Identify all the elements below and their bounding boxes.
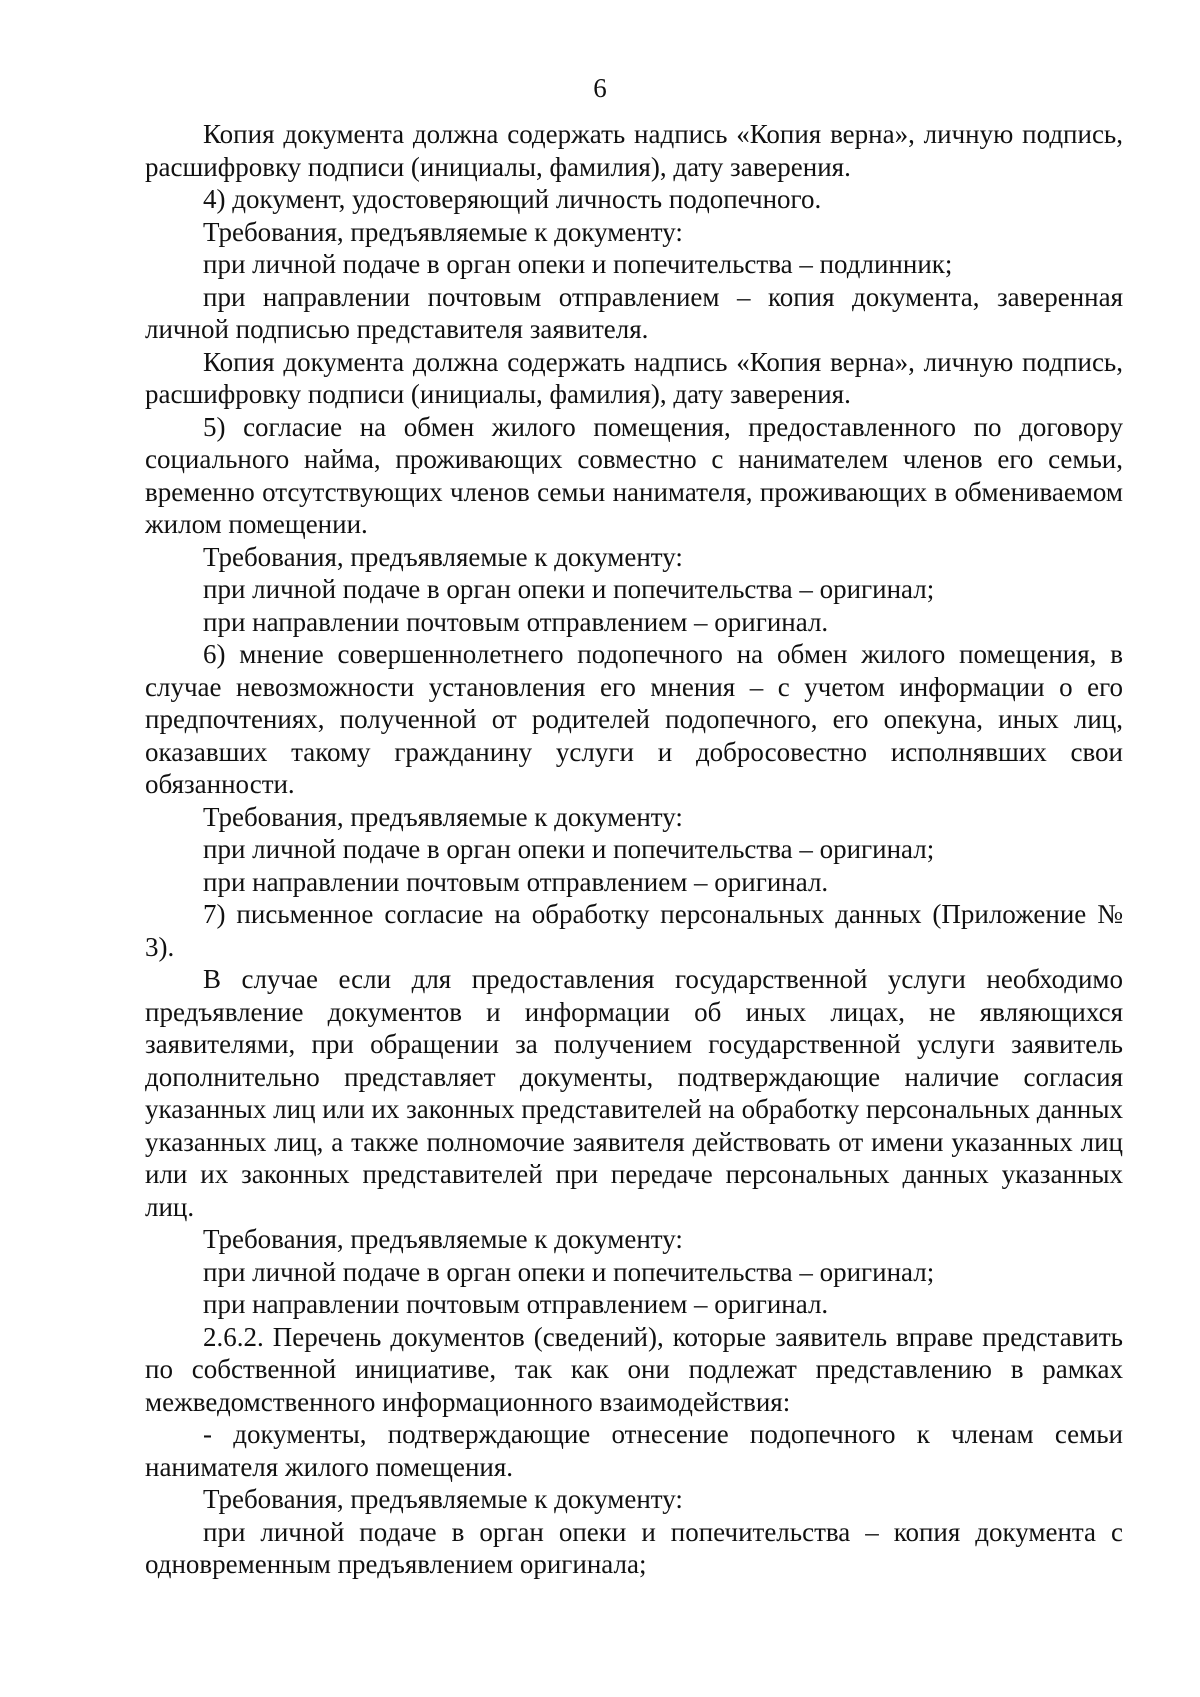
paragraph: Копия документа должна содержать надпись «Копия верна», личную подпись, расшифровку подписи (инициалы, фамилия), дату заверения. xyxy=(145,119,1123,182)
paragraph: при личной подаче в орган опеки и попечительства – копия документа с одновременным предъявлением оригинала; xyxy=(145,1516,1123,1579)
paragraph: Требования, предъявляемые к документу: xyxy=(203,541,683,572)
paragraph: при личной подаче в орган опеки и попечительства – оригинал; xyxy=(203,574,935,604)
paragraph: В случае если для предоставления государственной услуги необходимо предъявление документов и информации об иных лицах, не являющихся заявителями, при обращении за получением государственной услуги заявитель дополнительно представляет документы, подтверждающие наличие согласия указанных лиц или их законных представителей на обработку персональных данных указанных лиц, а также полномочие заявителя действовать от имени указанных лиц или их законных представителей при передаче персональных данных указанных лиц. xyxy=(145,964,1123,1222)
paragraph: 2.6.2. Перечень документов (сведений), которые заявитель вправе представить по собственной инициативе, так как они подлежат представлению в рамках межведомственного информационного взаимодействия: xyxy=(145,1321,1123,1417)
paragraph: 7) письменное согласие на обработку персональных данных (Приложение № 3). xyxy=(145,899,1123,962)
page-number: 6 xyxy=(593,73,607,103)
paragraph: Требования, предъявляемые к документу: xyxy=(203,1224,683,1254)
paragraph: Требования, предъявляемые к документу: xyxy=(203,1484,683,1514)
paragraph: при направлении почтовым отправлением – копия документа, заверенная личной подписью представителя заявителя. xyxy=(145,281,1123,344)
paragraph: Требования, предъявляемые к документу: xyxy=(203,801,683,832)
paragraph: при направлении почтовым отправлением – оригинал. xyxy=(203,866,829,897)
paragraph: при личной подаче в орган опеки и попечительства – оригинал; xyxy=(203,1256,935,1287)
paragraph: 4) документ, удостоверяющий личность подопечного. xyxy=(203,184,822,214)
paragraph: при личной подаче в орган опеки и попечительства – подлинник; xyxy=(203,249,953,279)
paragraph: Требования, предъявляемые к документу: xyxy=(203,216,683,247)
paragraph: Копия документа должна содержать надпись «Копия верна», личную подпись, расшифровку подписи (инициалы, фамилия), дату заверения. xyxy=(145,346,1123,409)
paragraph: 6) мнение совершеннолетнего подопечного на обмен жилого помещения, в случае невозможности установления его мнения – с учетом информации о его предпочтениях, полученной от родителей подопечного, его опекуна, иных лиц, оказавших такому гражданину услуги и добросовестно исполнявших свои обязанности. xyxy=(145,639,1123,799)
paragraph: 5) согласие на обмен жилого помещения, предоставленного по договору социального найма, проживающих совместно с нанимателем членов его семьи, временно отсутствующих членов семьи нанимателя, проживающих в обмениваемом жилом помещении. xyxy=(145,411,1123,539)
paragraph: при направлении почтовым отправлением – оригинал. xyxy=(203,606,829,637)
document-body xyxy=(145,118,1123,1581)
paragraph: - документы, подтверждающие отнесение подопечного к членам семьи нанимателя жилого помещения. xyxy=(145,1419,1123,1482)
paragraph: при личной подаче в орган опеки и попечительства – оригинал; xyxy=(203,834,935,864)
paragraph: при направлении почтовым отправлением – оригинал. xyxy=(203,1289,829,1319)
